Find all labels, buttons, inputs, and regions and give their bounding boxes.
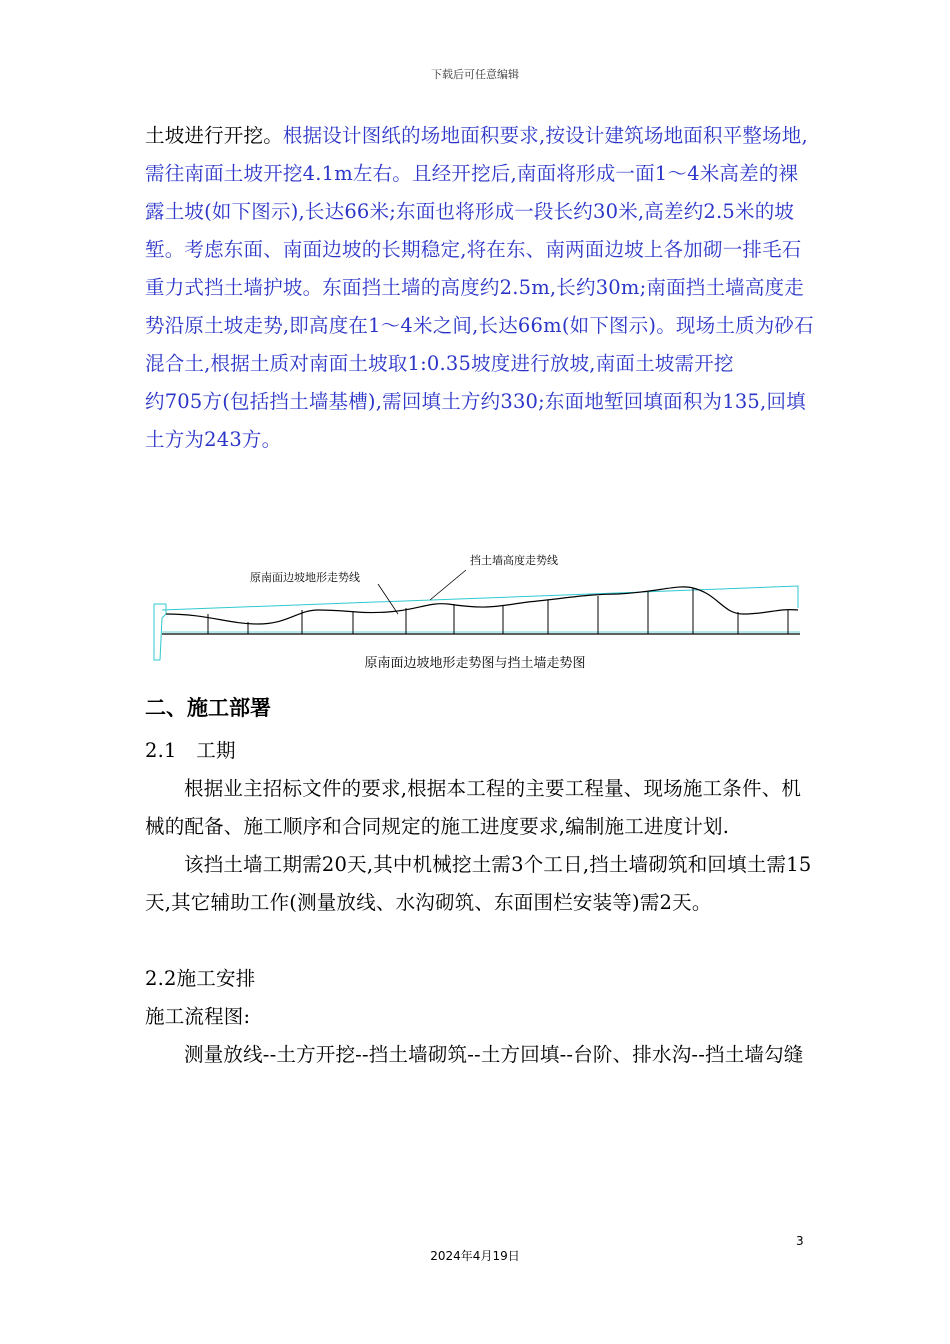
section-markers	[208, 588, 788, 634]
retaining-wall-line	[162, 586, 798, 610]
schedule-paragraph-1: 根据业主招标文件的要求,根据本工程的主要工程量、现场施工条件、机械的配备、施工顺序和合同规定的施工进度要求,编制施工进度计划.	[145, 777, 802, 838]
section-body	[145, 732, 815, 1074]
flow-label: 施工流程图:	[145, 1005, 251, 1028]
page-header: 下载后可任意编辑	[431, 68, 519, 81]
intro-black-text: 土坡进行开挖。	[145, 124, 283, 147]
retaining-wall-label: 挡土墙高度走势线	[470, 554, 558, 567]
section-title: 二、施工部署	[145, 696, 271, 720]
earthwork-text: 约705方(包括挡土墙基槽),需回填土方约330;东面地堑回填面积为135,回填土方为243方。	[145, 390, 806, 451]
figure-caption: 原南面边坡地形走势图与挡土墙走势图	[364, 656, 586, 671]
footer-date: 2024年4月19日	[430, 1249, 520, 1263]
schedule-paragraph-2: 该挡土墙工期需20天,其中机械挖土需3个工日,挡土墙砌筑和回填土需15天,其它辅助工作(测量放线、水沟砌筑、东面围栏安装等)需2天。	[145, 853, 812, 914]
subsection-2-1: 2.1 工期	[145, 739, 236, 762]
original-terrain-curve	[166, 587, 798, 624]
subsection-2-2: 2.2施工安排	[145, 967, 256, 990]
intro-paragraph	[145, 117, 815, 459]
construction-flow: 测量放线--土方开挖--挡土墙砌筑--土方回填--台阶、排水沟--挡土墙勾缝	[184, 1043, 804, 1066]
original-slope-label: 原南面边坡地形走势线	[250, 571, 360, 584]
intro-blue-text: 根据设计图纸的场地面积要求,按设计建筑场地面积平整场地,需往南面土坡开挖4.1m左右。且经开挖后,南面将形成一面1～4米高差的裸露土坡(如下图示),长达66米;东面也将形成一段长约30米,高差约2.5米的坡堑。考虑东面、南面边坡的长期稳定,将在东、南两面边坡上各加砌一排毛石重力式挡土墙护坡。东面挡土墙的高度约2.5m,长约30m;南面挡土墙高度走势沿原土坡走势,即高度在1～4米之间,长达66m(如下图示)。现场土质为砂石混合土,根据土质对南面土坡取1:0.35坡度进行放坡,南面土坡需开挖	[145, 124, 814, 375]
page-number: 3	[796, 1234, 804, 1248]
